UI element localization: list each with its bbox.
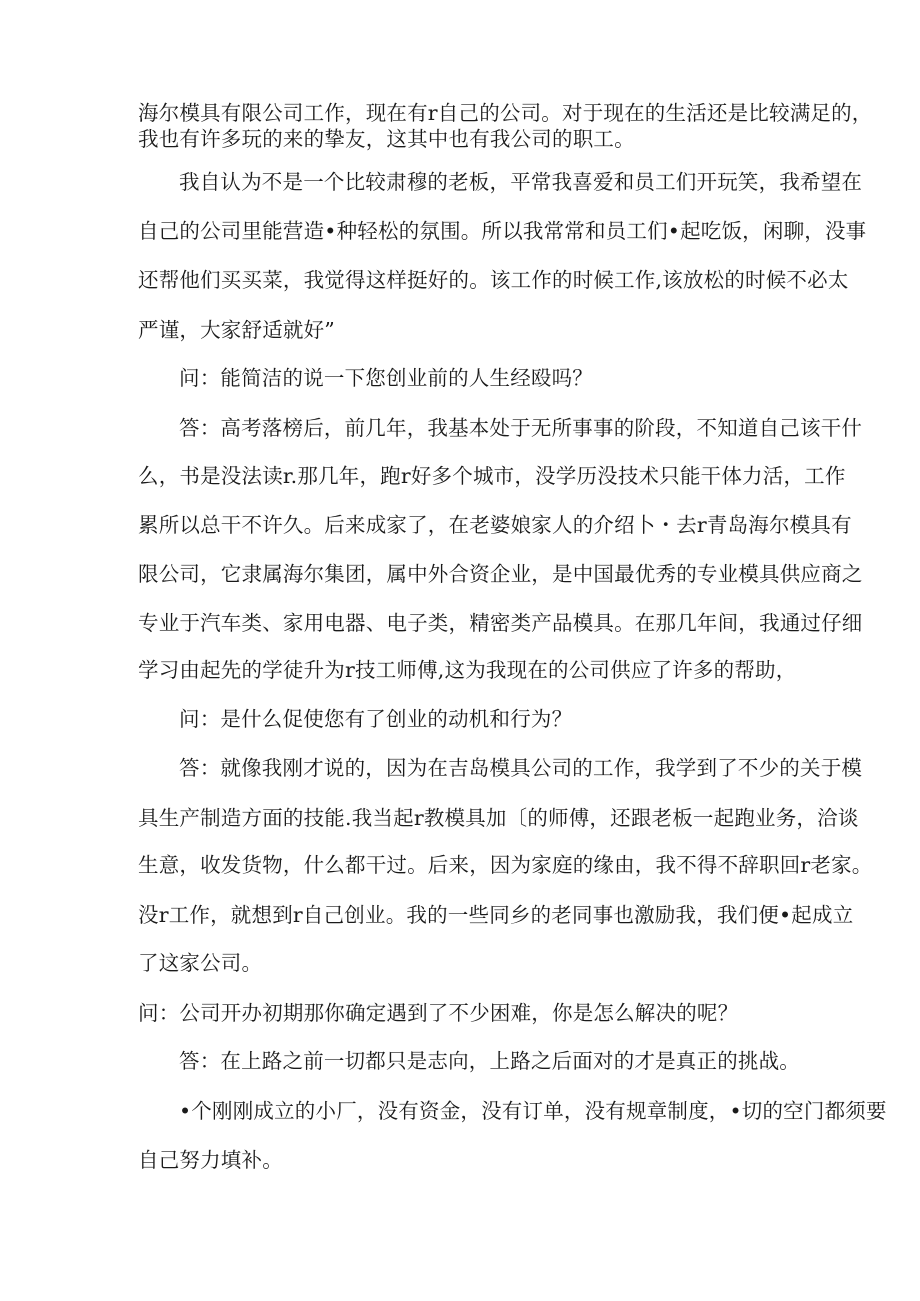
- answer-line: 答：就像我刚才说的，因为在吉岛模具公司的工作，我学到了不少的关于模: [179, 756, 863, 780]
- text-line: 海尔模具有限公司工作，现在有r自己的公司。对于现在的生活还是比较满足的，: [138, 101, 873, 125]
- text-line: 没r工作，就想到r自己创业。我的一些同乡的老同事也激励我，我们便•起成立: [138, 903, 854, 927]
- text-line: 我自认为不是一个比较肃穆的老板，平常我喜爱和员工们开玩笑，我希望在: [179, 170, 863, 194]
- text-line: 自己的公司里能营造•种轻松的氛围。所以我常常和员工们•起吃饭，闲聊，没事: [138, 219, 867, 243]
- text-line: 限公司，它隶属海尔集团，属中外合资企业，是中国最优秀的专业模具供应商之: [138, 562, 863, 586]
- answer-line: 答：在上路之前一切都只是志向，上路之后面对的才是真正的挑战。: [179, 1049, 800, 1073]
- text-line: 还帮他们买买菜，我觉得这样挺好的。该工作的时候工作,该放松的时候不必太: [138, 268, 849, 292]
- text-line: 了这家公司。: [138, 951, 263, 975]
- answer-line: 答：高考落榜后，前几年，我基本处于无所事事的阶段，不知道自己该干什: [179, 416, 863, 440]
- text-line: 自己努力填补。: [138, 1148, 283, 1172]
- text-line: •个刚刚成立的小厂，没有资金，没有订单，没有规章制度，•切的空门都须要: [179, 1099, 887, 1123]
- text-line: 么，书是没法读r.那几年，跑r好多个城市，没学历没技术只能干体力活，工作: [138, 464, 846, 488]
- text-line: 专业于汽车类、家用电器、电子类，精密类产品模具。在那几年间，我通过仔细: [138, 611, 863, 635]
- text-line: 具生产制造方面的技能.我当起r教模具加〔的师傅，还跟老板一起跑业务，洽谈: [138, 806, 859, 830]
- question-line: 问：能简洁的说一下您创业前的人生经殴吗？: [179, 366, 593, 390]
- text-line: 生意，收发货物，什么都干过。后来，因为家庭的缘由，我不得不辞职回r老家。: [138, 853, 873, 877]
- text-line: 我也有许多玩的来的挚友，这其中也有我公司的职工。: [138, 127, 635, 151]
- text-line: 累所以总干不许久。后来成家了，在老婆娘家人的介绍卜・去r青岛海尔模具有: [138, 513, 852, 537]
- text-line: 学习由起先的学徒升为r技工师傅,这为我现在的公司供应了许多的帮助，: [138, 658, 797, 682]
- question-line: 问：公司开办初期那你确定遇到了不少困难，你是怎么解决的呢？: [138, 1001, 739, 1025]
- text-line: 严谨，大家舒适就好”: [138, 318, 335, 342]
- question-line: 问：是什么促使您有了创业的动机和行为？: [179, 707, 573, 731]
